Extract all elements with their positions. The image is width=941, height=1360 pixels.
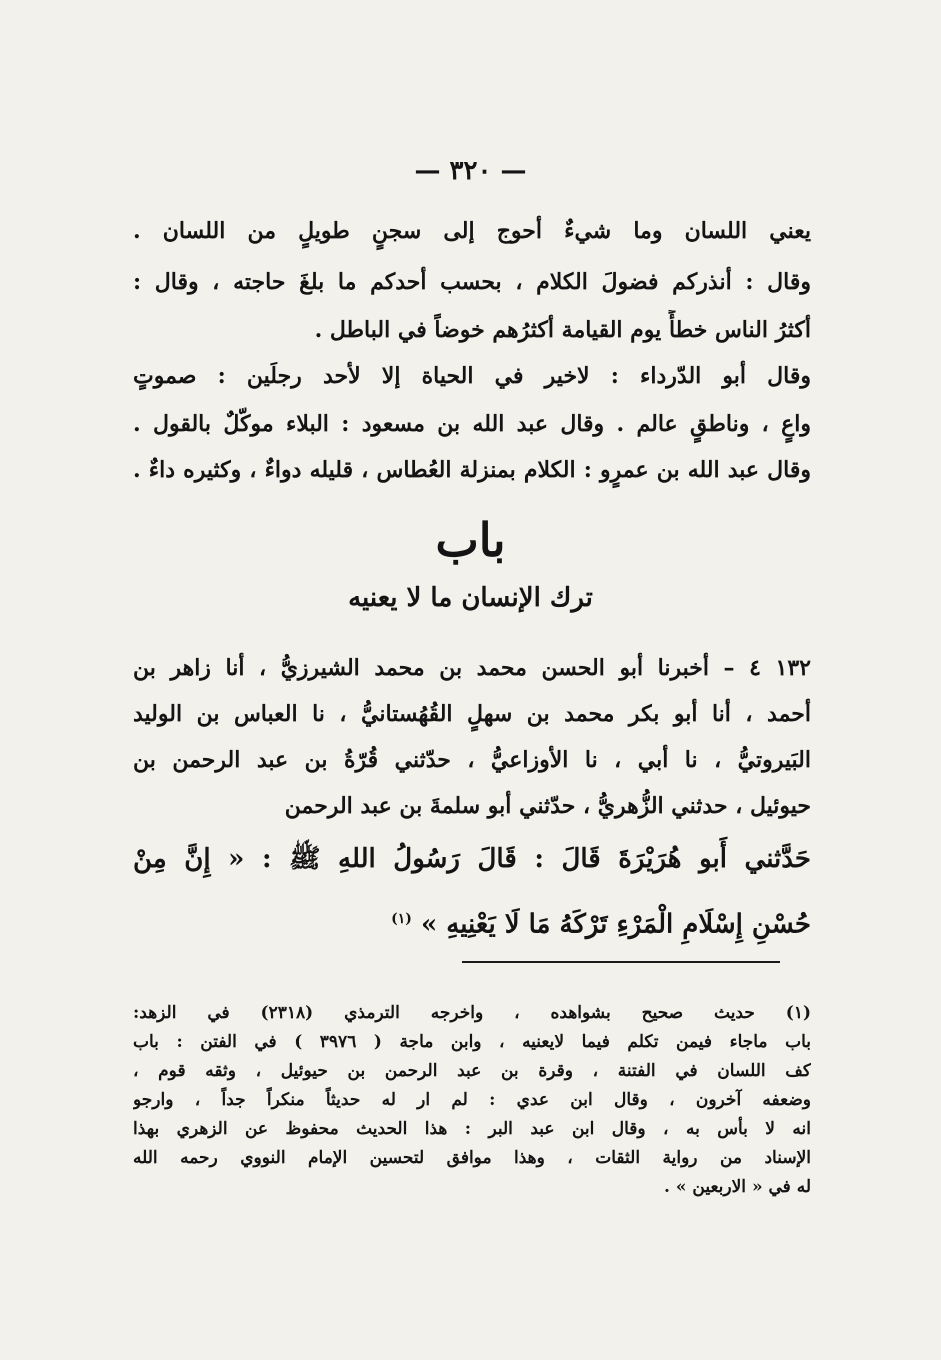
footnote-line: كف اللسان في الفتنة ، وقرة بن عبد الرحمن بن حيوئيل ، وثقه قوم ، xyxy=(133,1061,811,1081)
footnote-line: باب ماجاء فيمن تكلم فيما لايعنيه ، وابن ماجة ( ٣٩٧٦ ) في الفتن : باب xyxy=(133,1032,811,1052)
body-line: واعٍ ، وناطقٍ عالم . وقال عبد الله بن مسعود : البلاء موكّلٌ بالقول . xyxy=(133,411,811,437)
body-line: وقال عبد الله بن عمرٍو : الكلام بمنزلة العُطاس ، قليله دواءٌ ، وكثيره داءٌ . xyxy=(133,457,811,483)
footnote-line: (١) حديث صحيح بشواهده ، واخرجه الترمذي (٢٣١٨) في الزهد: xyxy=(133,1003,811,1023)
body-line: يعني اللسان وما شيءٌ أحوج إلى سجنٍ طويلٍ من اللسان . xyxy=(133,218,811,244)
body-line: وقال : أنذركم فضولَ الكلام ، بحسب أحدكم ما بلغَ حاجته ، وقال : xyxy=(133,269,811,295)
body-line: أكثرُ الناس خطأً يوم القيامة أكثرُهم خوضاً في الباطل . xyxy=(314,317,811,343)
footnote-line: انه لا بأس به ، وقال ابن عبد البر : هذا الحديث محفوظ عن الزهري بهذا xyxy=(133,1119,811,1139)
isnad-line: ١٣٢ ٤ – أخبرنا أبو الحسن محمد بن محمد الشيرزيُّ ، أنا زاهر بن xyxy=(133,655,811,681)
isnad-line: حيوئيل ، حدثني الزُّهريُّ ، حدّثني أبو سلمةَ بن عبد الرحمن xyxy=(284,793,811,819)
chapter-title: باب xyxy=(435,513,506,567)
footnote-marker: (١) xyxy=(391,911,412,927)
chapter-subtitle: ترك الإنسان ما لا يعنيه xyxy=(348,583,593,613)
hadith-line: حَدَّثني أَبو هُرَيْرَةَ قَالَ : قَالَ رَسُولُ اللهِ ﷺ : « إِنَّ مِنْ xyxy=(133,844,811,874)
isnad-line: أحمد ، أنا أبو بكر محمد بن سهلٍ القُهُستانيُّ ، نا العباس بن الوليد xyxy=(133,701,811,727)
footnote-line: وضعفه آخرون ، وقال ابن عدي : لم ار له حديثاً منكراً جداً ، وارجو xyxy=(133,1090,811,1110)
isnad-line: البَيروتيُّ ، نا أبي ، نا الأوزاعيُّ ، حدّثني قُرّةُ بن عبد الرحمن بن xyxy=(133,747,811,773)
body-line: وقال أبو الدّرداء : لاخير في الحياة إلا لأحد رجلَين : صموتٍ xyxy=(133,363,811,389)
page-number: — ٣٢٠ — xyxy=(414,156,527,186)
hadith-line-last xyxy=(133,896,811,948)
footnote-line: له في « الاربعين » . xyxy=(664,1177,811,1197)
footnote-line: الإسناد من رواية الثقات ، وهذا موافق لتحسين الإمام النووي رحمه الله xyxy=(133,1148,811,1168)
footnote-divider xyxy=(462,961,780,963)
hadith-text: حُسْنِ إِسْلَامِ الْمَرْءِ تَرْكَهُ مَا لَا يَعْنِيهِ » xyxy=(420,909,811,940)
